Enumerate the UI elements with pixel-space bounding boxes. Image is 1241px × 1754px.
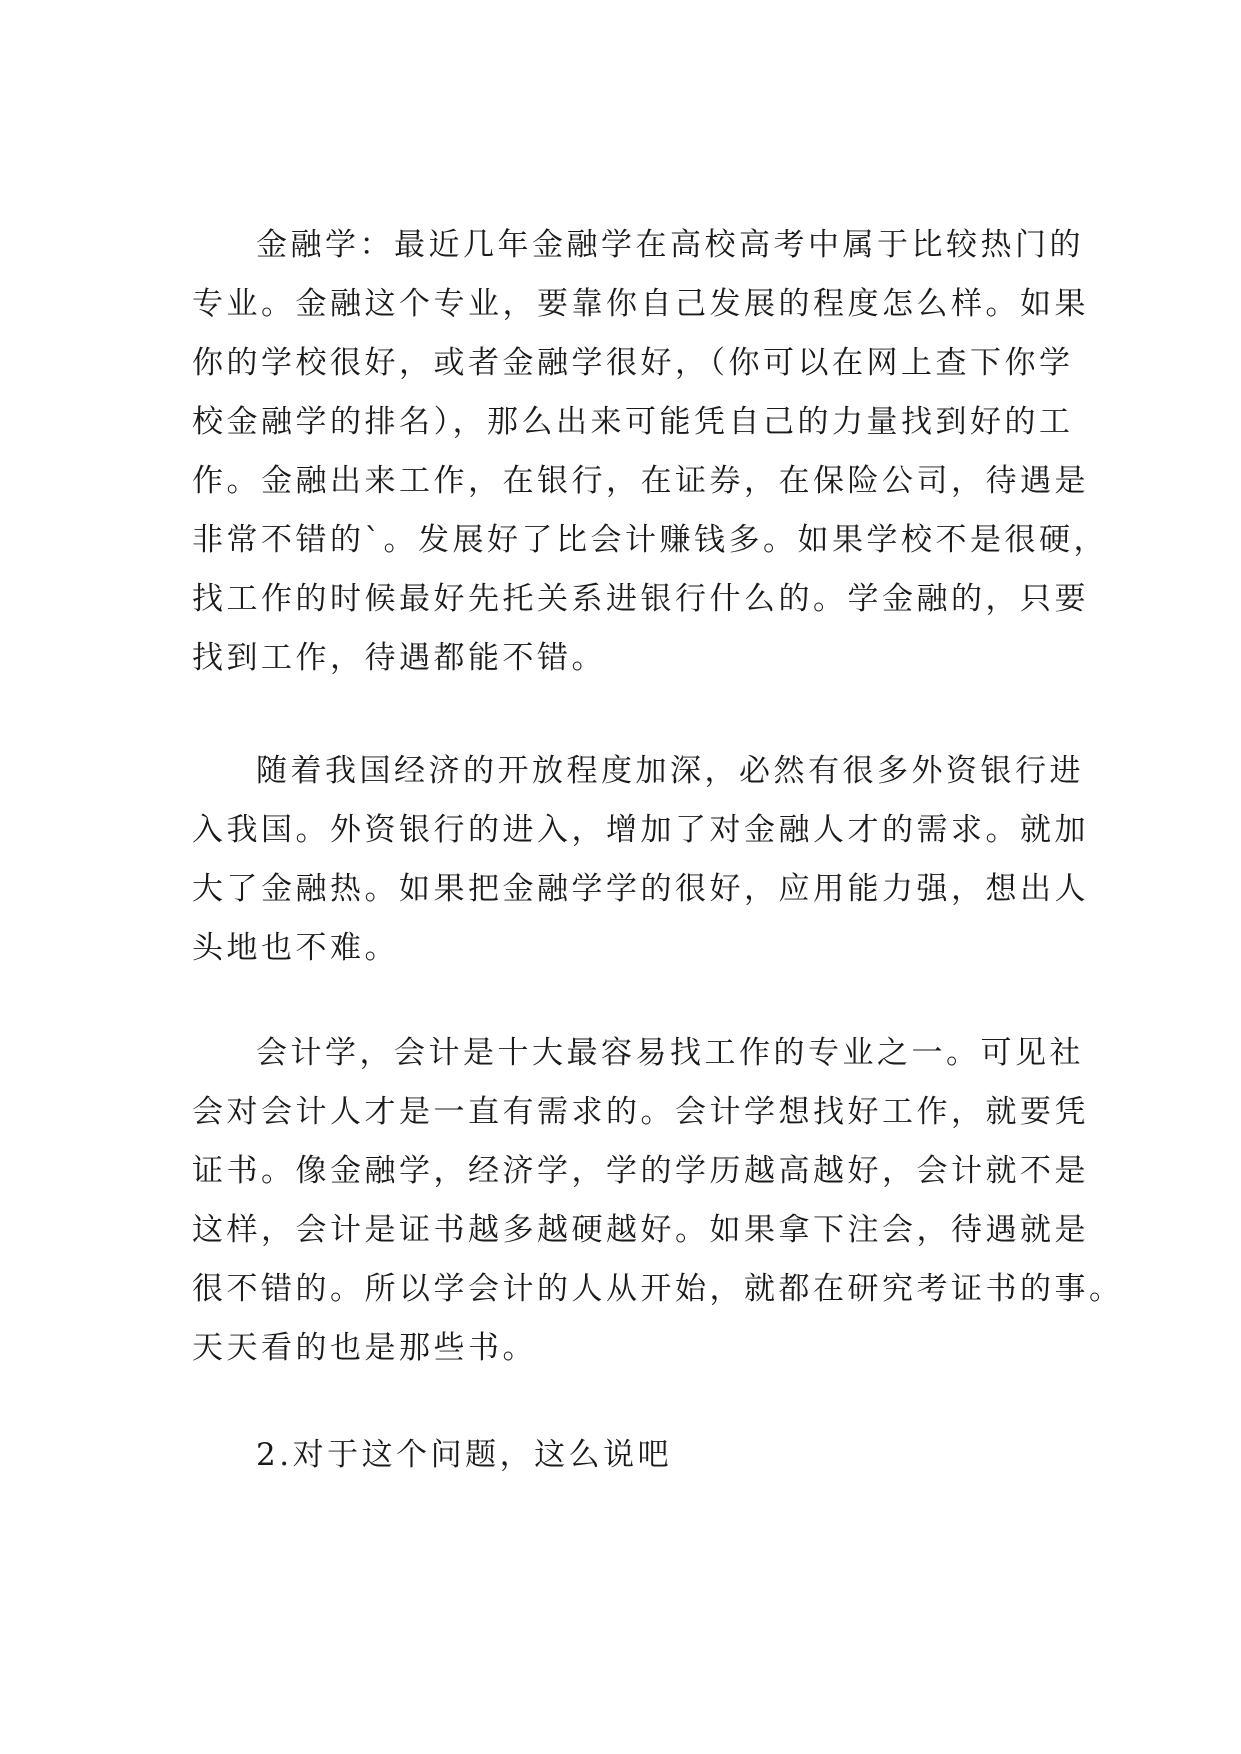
text-line: 找工作的时候最好先托关系进银行什么的。学金融的，只要 xyxy=(192,581,1089,617)
text-line: 金融学：最近几年金融学在高校高考中属于比较热门的 xyxy=(256,227,1084,263)
paragraph-accounting xyxy=(192,1024,1124,1378)
text-line: 大了金融热。如果把金融学学的很好，应用能力强，想出人 xyxy=(192,871,1089,907)
text-line: 找到工作，待遇都能不错。 xyxy=(192,640,606,676)
text-line: 非常不错的`。发展好了比会计赚钱多。如果学校不是很硬， xyxy=(192,522,1108,558)
text-line: 这样，会计是证书越多越硬越好。如果拿下注会，待遇就是 xyxy=(192,1212,1089,1248)
text-line: 证书。像金融学，经济学，学的学历越高越好，会计就不是 xyxy=(192,1153,1089,1189)
text-line: 专业。金融这个专业，要靠你自己发展的程度怎么样。如果 xyxy=(192,286,1089,322)
text-line: 天天看的也是那些书。 xyxy=(192,1330,537,1366)
paragraph-finance xyxy=(192,216,1108,688)
paragraph-item-2 xyxy=(192,1426,1052,1485)
text-line: 头地也不难。 xyxy=(192,930,399,966)
text-line: 2.对于这个问题，这么说吧 xyxy=(256,1437,673,1473)
text-line: 入我国。外资银行的进入，增加了对金融人才的需求。就加 xyxy=(192,812,1089,848)
text-line: 随着我国经济的开放程度加深，必然有很多外资银行进 xyxy=(256,753,1084,789)
text-line: 会计学，会计是十大最容易找工作的专业之一。可见社 xyxy=(256,1035,1084,1071)
text-line: 会对会计人才是一直有需求的。会计学想找好工作，就要凭 xyxy=(192,1094,1089,1130)
text-line: 作。金融出来工作，在银行，在证券，在保险公司，待遇是 xyxy=(192,463,1089,499)
text-line: 你的学校很好，或者金融学很好，（你可以在网上查下你学 xyxy=(192,345,1074,381)
paragraph-foreign-banks xyxy=(192,742,1089,978)
text-line: 校金融学的排名），那么出来可能凭自己的力量找到好的工 xyxy=(192,404,1074,440)
text-line: 很不错的。所以学会计的人从开始，就都在研究考证书的事。 xyxy=(192,1271,1124,1307)
